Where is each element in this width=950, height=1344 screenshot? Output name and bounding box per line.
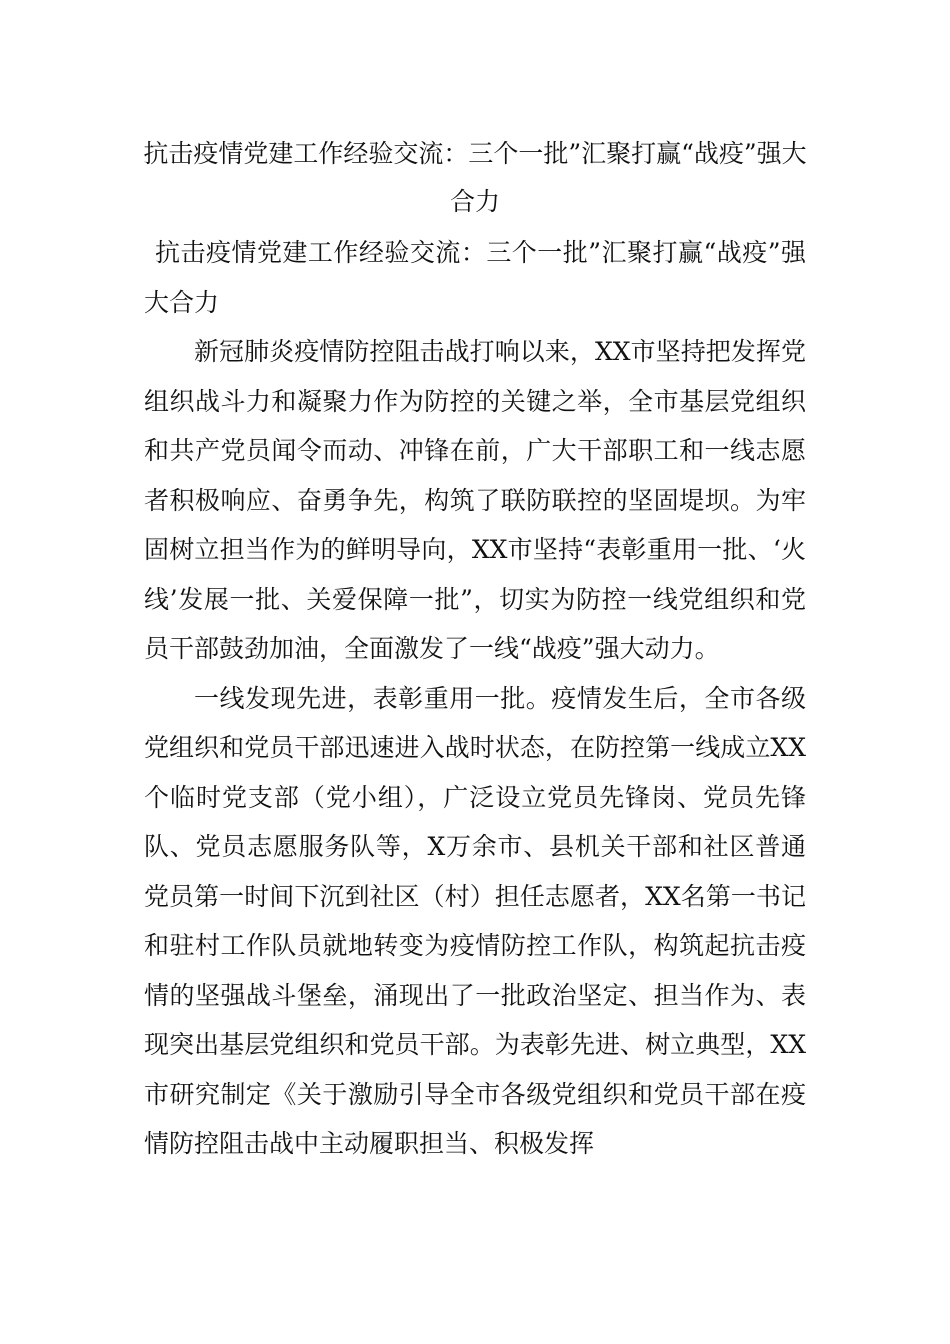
document-subtitle: 抗击疫情党建工作经验交流：三个一批”汇聚打赢“战疫”强大合力 bbox=[144, 238, 806, 317]
document-title: 抗击疫情党建工作经验交流：三个一批”汇聚打赢“战疫”强大合力 bbox=[143, 139, 807, 216]
document-body bbox=[144, 228, 806, 1169]
paragraph-intro: 新冠肺炎疫情防控阻击战打响以来，XX市坚持把发挥党组织战斗力和凝聚力作为防控的关键之举，全市基层党组织和共产党员闻令而动、冲锋在前，广大干部职工和一线志愿者积极响应、奋勇争先，构筑了联防联控的坚固堤坝。为牢固树立担当作为的鲜明导向，XX市坚持“表彰重用一批、‘火线’发展一批、关爱保障一批”，切实为防控一线党组织和党员干部鼓劲加油，全面激发了一线“战疫”强大动力。 bbox=[144, 337, 806, 663]
paragraph-commendation: 一线发现先进，表彰重用一批。疫情发生后，全市各级党组织和党员干部迅速进入战时状态，在防控第一线成立XX个临时党支部（党小组），广泛设立党员先锋岗、党员先锋队、党员志愿服务队等，X万余市、县机关干部和社区普通党员第一时间下沉到社区（村）担任志愿者，XX名第一书记和驻村工作队员就地转变为疫情防控工作队，构筑起抗击疫情的坚强战斗堡垒，涌现出了一批政治坚定、担当作为、表现突出基层党组织和党员干部。为表彰先进、树立典型，XX市研究制定《关于激励引导全市各级党组织和党员干部在疫情防控阻击战中主动履职担当、积极发挥 bbox=[144, 683, 806, 1158]
